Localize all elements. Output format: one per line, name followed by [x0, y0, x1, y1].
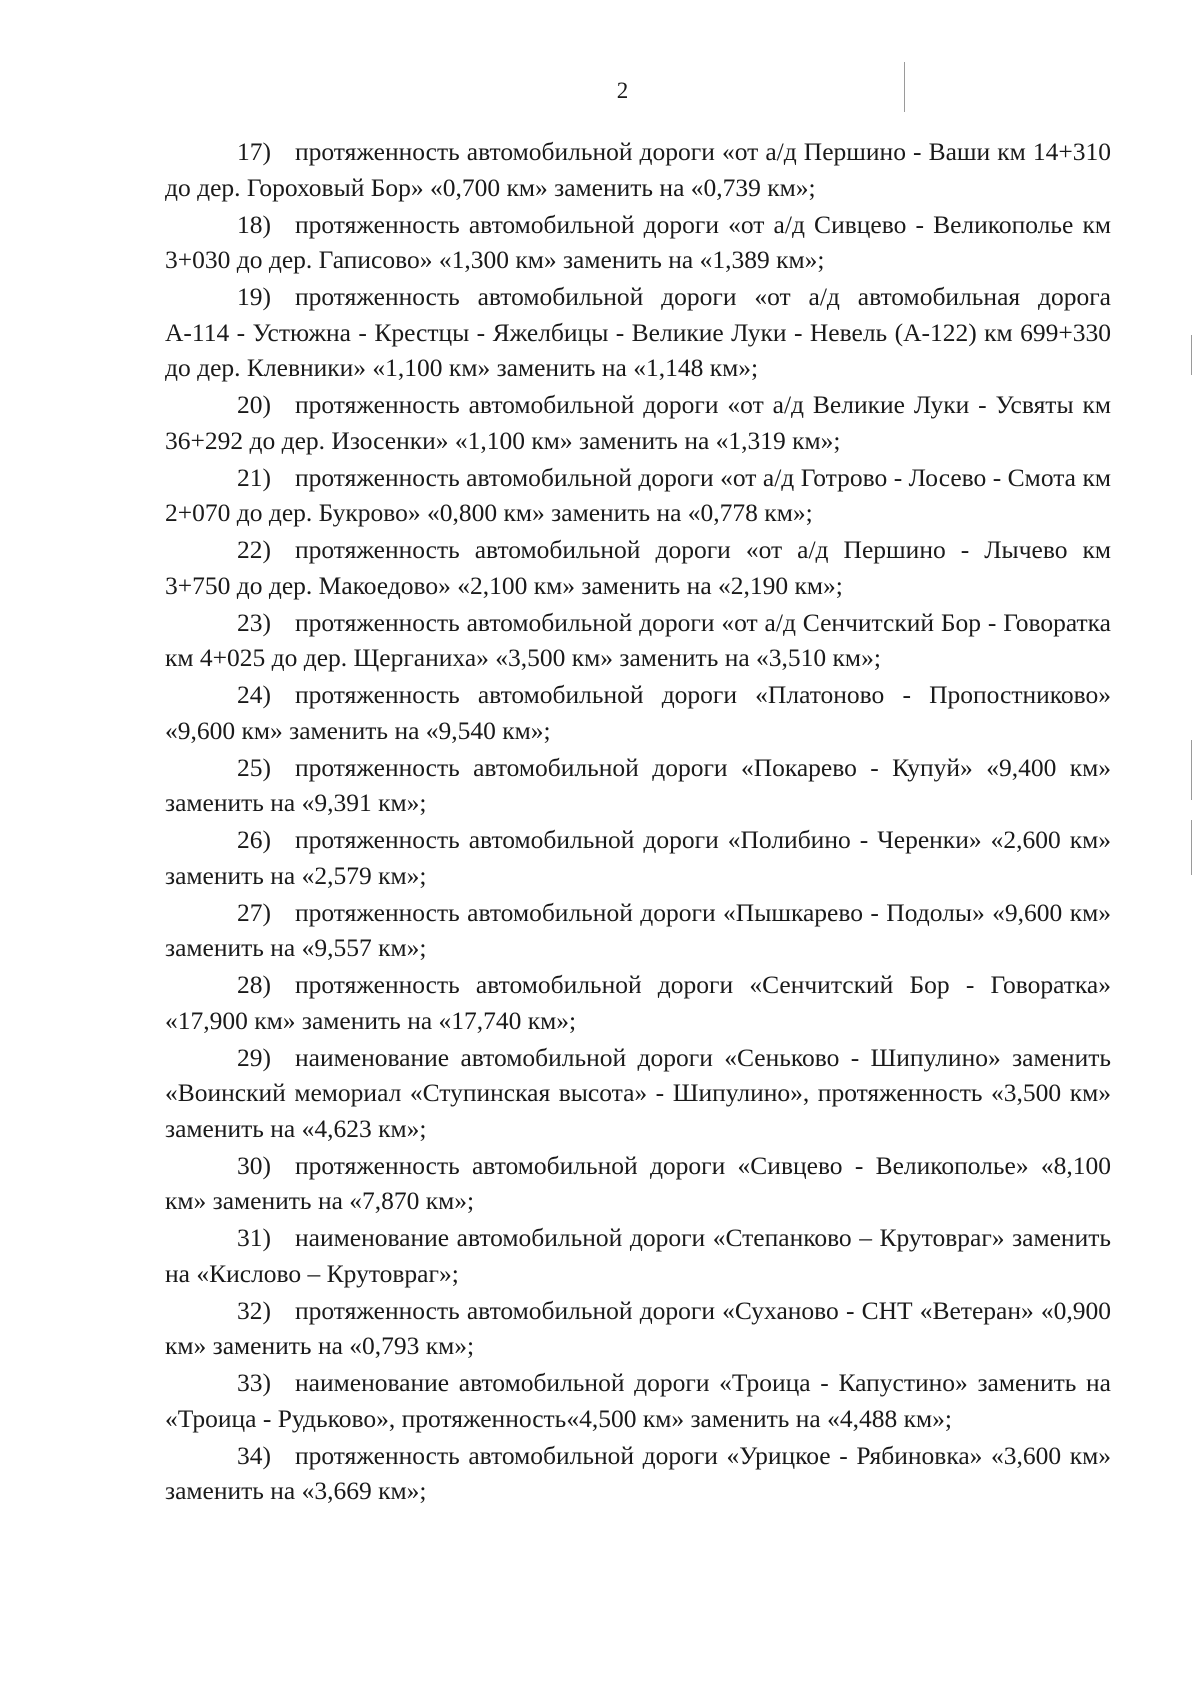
list-item — [165, 532, 1111, 603]
item-number: 28) — [237, 970, 271, 999]
list-item — [165, 1148, 1111, 1219]
item-text: протяженность автомобильной дороги «Пышкарево - Подолы» «9,600 км» заменить на «9,557 км»; — [165, 897, 1111, 962]
item-number: 25) — [237, 752, 271, 782]
list-item — [165, 207, 1111, 278]
item-text: протяженность автомобильной дороги «от а/д автомобильная дорога А-114 - Устюжна - Крестцы - Яжелбицы - Великие Луки - Невель (А-122) км 699+330 до дер. Клевники» «1,100 км» заменить на «1,148 км»; — [165, 282, 1111, 382]
item-number: 32) — [237, 1295, 271, 1325]
list-item — [165, 1293, 1111, 1364]
item-text: протяженность автомобильной дороги «Платоново - Пропостниково» «9,600 км» заменить на «9,540 км»; — [165, 680, 1111, 745]
list-item — [165, 460, 1111, 531]
list-item — [165, 279, 1111, 386]
item-number: 19) — [237, 282, 271, 311]
item-number: 24) — [237, 680, 271, 709]
item-text: наименование автомобильной дороги «Троица - Капустино» заменить на «Троица - Рудьково», протяженность«4,500 км» заменить на «4,488 км»; — [165, 1368, 1111, 1433]
item-text: протяженность автомобильной дороги «Урицкое - Рябиновка» «3,600 км» заменить на «3,669 км»; — [165, 1440, 1111, 1505]
item-text: протяженность автомобильной дороги «Полибино - Черенки» «2,600 км» заменить на «2,579 км»; — [165, 825, 1111, 890]
list-item — [165, 677, 1111, 748]
list-item — [165, 605, 1111, 676]
item-number: 34) — [237, 1440, 271, 1470]
scan-artifact-line — [1191, 820, 1192, 875]
item-number: 31) — [237, 1223, 271, 1252]
item-number: 22) — [237, 535, 271, 564]
list-item — [165, 822, 1111, 893]
list-item — [165, 1220, 1111, 1291]
item-number: 33) — [237, 1368, 271, 1397]
list-item — [165, 1438, 1111, 1509]
item-text: протяженность автомобильной дороги «от а/д Великие Луки - Усвяты км 36+292 до дер. Изосенки» «1,100 км» заменить на «1,319 км»; — [165, 390, 1111, 455]
page-number: 2 — [616, 78, 629, 103]
item-text: протяженность автомобильной дороги «от а/д Сенчитский Бор - Говоратка км 4+025 до дер. Щерганиха» «3,500 км» заменить на «3,510 км»; — [165, 607, 1111, 672]
item-number: 20) — [237, 390, 271, 419]
item-number: 21) — [237, 462, 271, 492]
item-text: протяженность автомобильной дороги «Сивцево - Великополье» «8,100 км» заменить на «7,870 км»; — [165, 1150, 1111, 1215]
amendments-list — [165, 134, 1111, 1510]
item-number: 30) — [237, 1150, 271, 1180]
item-number: 18) — [237, 209, 271, 239]
item-text: протяженность автомобильной дороги «Суханово - СНТ «Ветеран» «0,900 км» заменить на «0,793 км»; — [165, 1295, 1111, 1360]
item-text: протяженность автомобильной дороги «Покарево - Купуй» «9,400 км» заменить на «9,391 км»; — [165, 752, 1111, 817]
item-number: 23) — [237, 607, 271, 637]
item-text: протяженность автомобильной дороги «от а/д Сивцево - Великополье км 3+030 до дер. Гаписово» «1,300 км» заменить на «1,389 км»; — [165, 209, 1111, 274]
list-item — [165, 1365, 1111, 1436]
scan-artifact-line — [1191, 335, 1192, 375]
item-text: наименование автомобильной дороги «Степанково – Крутовраг» заменить на «Кислово – Крутовраг»; — [165, 1223, 1111, 1288]
item-text: протяженность автомобильной дороги «от а/д Першино - Ваши км 14+310 до дер. Гороховый Бор» «0,700 км» заменить на «0,739 км»; — [165, 137, 1111, 202]
list-item — [165, 750, 1111, 821]
list-item — [165, 1040, 1111, 1147]
item-text: протяженность автомобильной дороги «от а/д Першино - Лычево км 3+750 до дер. Макоедово» «2,100 км» заменить на «2,190 км»; — [165, 535, 1111, 600]
list-item — [165, 895, 1111, 966]
list-item — [165, 387, 1111, 458]
item-number: 26) — [237, 825, 271, 854]
list-item — [165, 134, 1111, 205]
scan-artifact-line — [1191, 740, 1192, 800]
item-text: протяженность автомобильной дороги «от а/д Готрово - Лосево - Смота км 2+070 до дер. Букрово» «0,800 км» заменить на «0,778 км»; — [165, 462, 1111, 527]
item-number: 27) — [237, 897, 271, 927]
list-item — [165, 967, 1111, 1038]
scan-artifact-line — [904, 62, 905, 112]
item-number: 29) — [237, 1042, 271, 1072]
item-text: наименование автомобильной дороги «Сеньково - Шипулино» заменить «Воинский мемориал «Ступинская высота» - Шипулино», протяженность «3,500 км» заменить на «4,623 км»; — [165, 1042, 1111, 1143]
item-text: протяженность автомобильной дороги «Сенчитский Бор - Говоратка» «17,900 км» заменить на «17,740 км»; — [165, 970, 1111, 1035]
item-number: 17) — [237, 137, 271, 166]
